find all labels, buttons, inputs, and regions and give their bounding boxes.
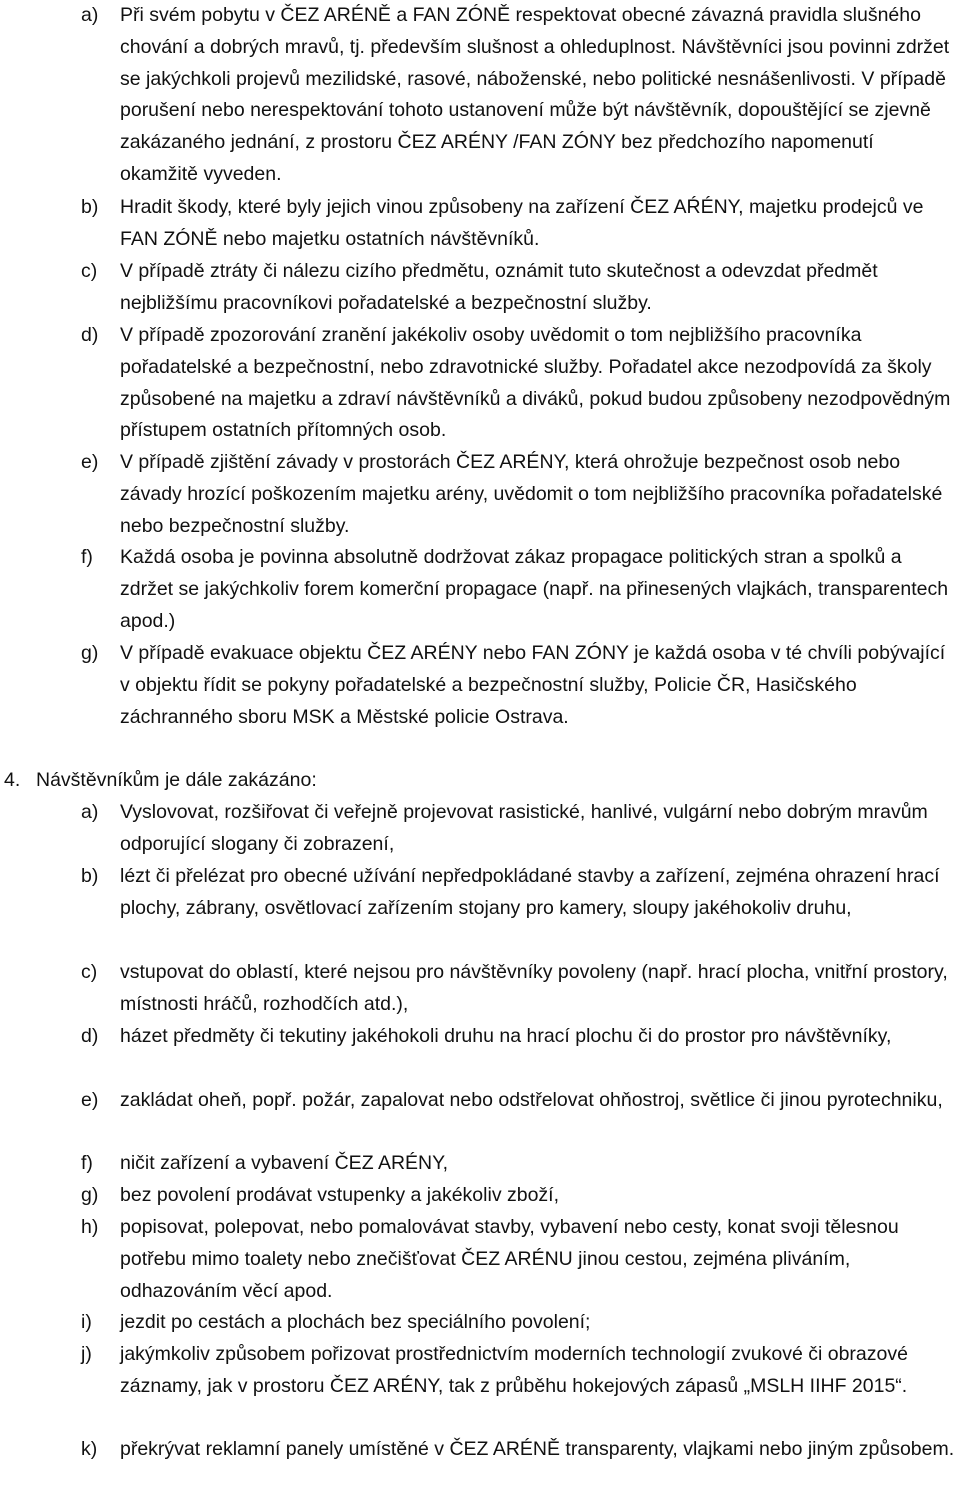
list-item — [81, 1434, 957, 1466]
list-item-text: Vyslovovat, rozšiřovat či veřejně projevovat rasistické, hanlivé, vulgární nebo dobrým mravům odporující slogany či zobrazení, — [120, 801, 928, 855]
list-item-text: V případě evakuace objektu ČEZ ARÉNY nebo FAN ZÓNY je každá osoba v té chvíli pobývající v objektu řídit se pokyny pořadatelské a bezpečnostní služby, Policie ČR, Hasičského záchranného sboru MSK a Městské policie Ostrava. — [120, 642, 946, 728]
list-item — [81, 192, 957, 256]
section-title: Návštěvníkům je dále zakázáno: — [36, 769, 317, 791]
list-item-text: ničit zařízení a vybavení ČEZ ARÉNY, — [120, 1152, 449, 1174]
list-item — [81, 1180, 957, 1212]
list-item-label: g) — [81, 642, 99, 664]
list-item-label: i) — [81, 1311, 92, 1333]
list-item-label: g) — [81, 1184, 99, 1206]
list-item-text: popisovat, polepovat, nebo pomalovávat stavby, vybavení nebo cesty, konat svoji tělesnou potřebu mimo toalety nebo znečišťovat ČEZ ARÉNU jinou cestou, zejména pliváním, odhazováním věcí apod. — [120, 1216, 899, 1302]
list-item-text: jezdit po cestách a plochách bez speciálního povolení; — [120, 1311, 591, 1333]
list-item — [81, 1339, 957, 1403]
list-item-label: b) — [81, 196, 99, 218]
list-item-label: h) — [81, 1216, 99, 1238]
list-item — [81, 861, 957, 925]
list-item-label: d) — [81, 1025, 99, 1047]
list-item — [81, 1021, 957, 1053]
list-item — [81, 447, 957, 542]
list-item-label: a) — [81, 801, 99, 823]
section-heading — [4, 765, 904, 797]
list-item-text: vstupovat do oblastí, které nejsou pro návštěvníky povoleny (např. hrací plocha, vnitřní prostory, místnosti hráčů, rozhodčích atd.), — [120, 961, 948, 1015]
list-item-label: a) — [81, 4, 99, 26]
list-item-text: lézt či přelézat pro obecné užívání nepředpokládané stavby a zařízení, zejména ohrazení hrací plochy, zábrany, osvětlovací zařízením stojany pro kamery, sloupy jakéhokoliv druhu, — [120, 865, 940, 919]
list-item-label: c) — [81, 260, 98, 282]
list-item — [81, 1085, 957, 1117]
list-item — [81, 638, 957, 733]
list-item-label: j) — [81, 1343, 92, 1365]
list-item-label: d) — [81, 324, 99, 346]
list-item-text: házet předměty či tekutiny jakéhokoli druhu na hrací plochu či do prostor pro návštěvníky, — [120, 1025, 892, 1047]
list-item — [81, 1307, 957, 1339]
list-item — [81, 320, 957, 447]
list-item-text: Při svém pobytu v ČEZ ARÉNĚ a FAN ZÓNĚ respektovat obecné závazná pravidla slušného chování a dobrých mravů, tj. především slušnost a ohleduplnost. Návštěvníci jsou povinni zdržet se jakýchkoli projevů mezilidské, rasové, náboženské, nebo politické nesnášenlivosti. V případě porušení nebo nerespektování tohoto ustanovení může být návštěvník, dopouštějící se zjevně zakázaného jednání, z prostoru ČEZ ARÉNY /FAN ZÓNY bez předchozího napomenutí okamžitě vyveden. — [120, 4, 950, 185]
list-item-text: Hradit škody, které byly jejich vinou způsobeny na zařízení ČEZ AŔÉNY, majetku prodejců ve FAN ZÓNĚ nebo majetku ostatních návštěvníků. — [120, 196, 924, 250]
list-item-label: e) — [81, 451, 99, 473]
list-item-label: c) — [81, 961, 98, 983]
section-number: 4. — [4, 769, 21, 791]
list-item-label: f) — [81, 546, 93, 568]
list-item — [81, 797, 957, 861]
list-item-text: V případě zjištění závady v prostorách ČEZ ARÉNY, která ohrožuje bezpečnost osob nebo závady hrozící poškozením majetku arény, uvědomit o tom nejbližšího pracovníka pořadatelské nebo bezpečnostní služby. — [120, 451, 943, 537]
list-item-text: V případě ztráty či nálezu cizího předmětu, oznámit tuto skutečnost a odevzdat předmět nejbližšímu pracovníkovi pořadatelské a bezpečnostní služby. — [120, 260, 878, 314]
list-item-text: V případě zpozorování zranění jakékoliv osoby uvědomit o tom nejbližšího pracovníka pořadatelské a bezpečnostní, nebo zdravotnické služby. Pořadatel akce nezodpovídá za školy způsobené na majetku a zdraví návštěvníků a diváků, pokud budou způsobeny nezodpovědným přístupem ostatních přítomných osob. — [120, 324, 951, 442]
list-item-text: bez povolení prodávat vstupenky a jakékoliv zboží, — [120, 1184, 560, 1206]
list-item — [81, 256, 957, 320]
list-item-text: jakýmkoliv způsobem pořizovat prostřednictvím moderních technologií zvukové či obrazové záznamy, jak v prostoru ČEZ ARÉNY, tak z průběhu hokejových zápasů „MSLH IIHF 2015“. — [120, 1343, 908, 1397]
list-item-label: k) — [81, 1438, 98, 1460]
list-item-text: Každá osoba je povinna absolutně dodržovat zákaz propagace politických stran a spolků a zdržet se jakýchkoliv forem komerční propagace (např. na přinesených vlajkách, transparentech apod.) — [120, 546, 949, 632]
list-item-text: zakládat oheň, popř. požár, zapalovat nebo odstřelovat ohňostroj, světlice či jinou pyrotechniku, — [120, 1089, 943, 1111]
list-item — [81, 1148, 957, 1180]
list-item-label: e) — [81, 1089, 99, 1111]
list-item — [81, 0, 957, 191]
list-item — [81, 542, 957, 637]
list-item — [81, 1212, 957, 1307]
list-item — [81, 957, 957, 1021]
list-item-text: překrývat reklamní panely umístěné v ČEZ ARÉNĚ transparenty, vlajkami nebo jiným způsobem. — [120, 1438, 955, 1460]
list-item-label: b) — [81, 865, 99, 887]
list-item-label: f) — [81, 1152, 93, 1174]
